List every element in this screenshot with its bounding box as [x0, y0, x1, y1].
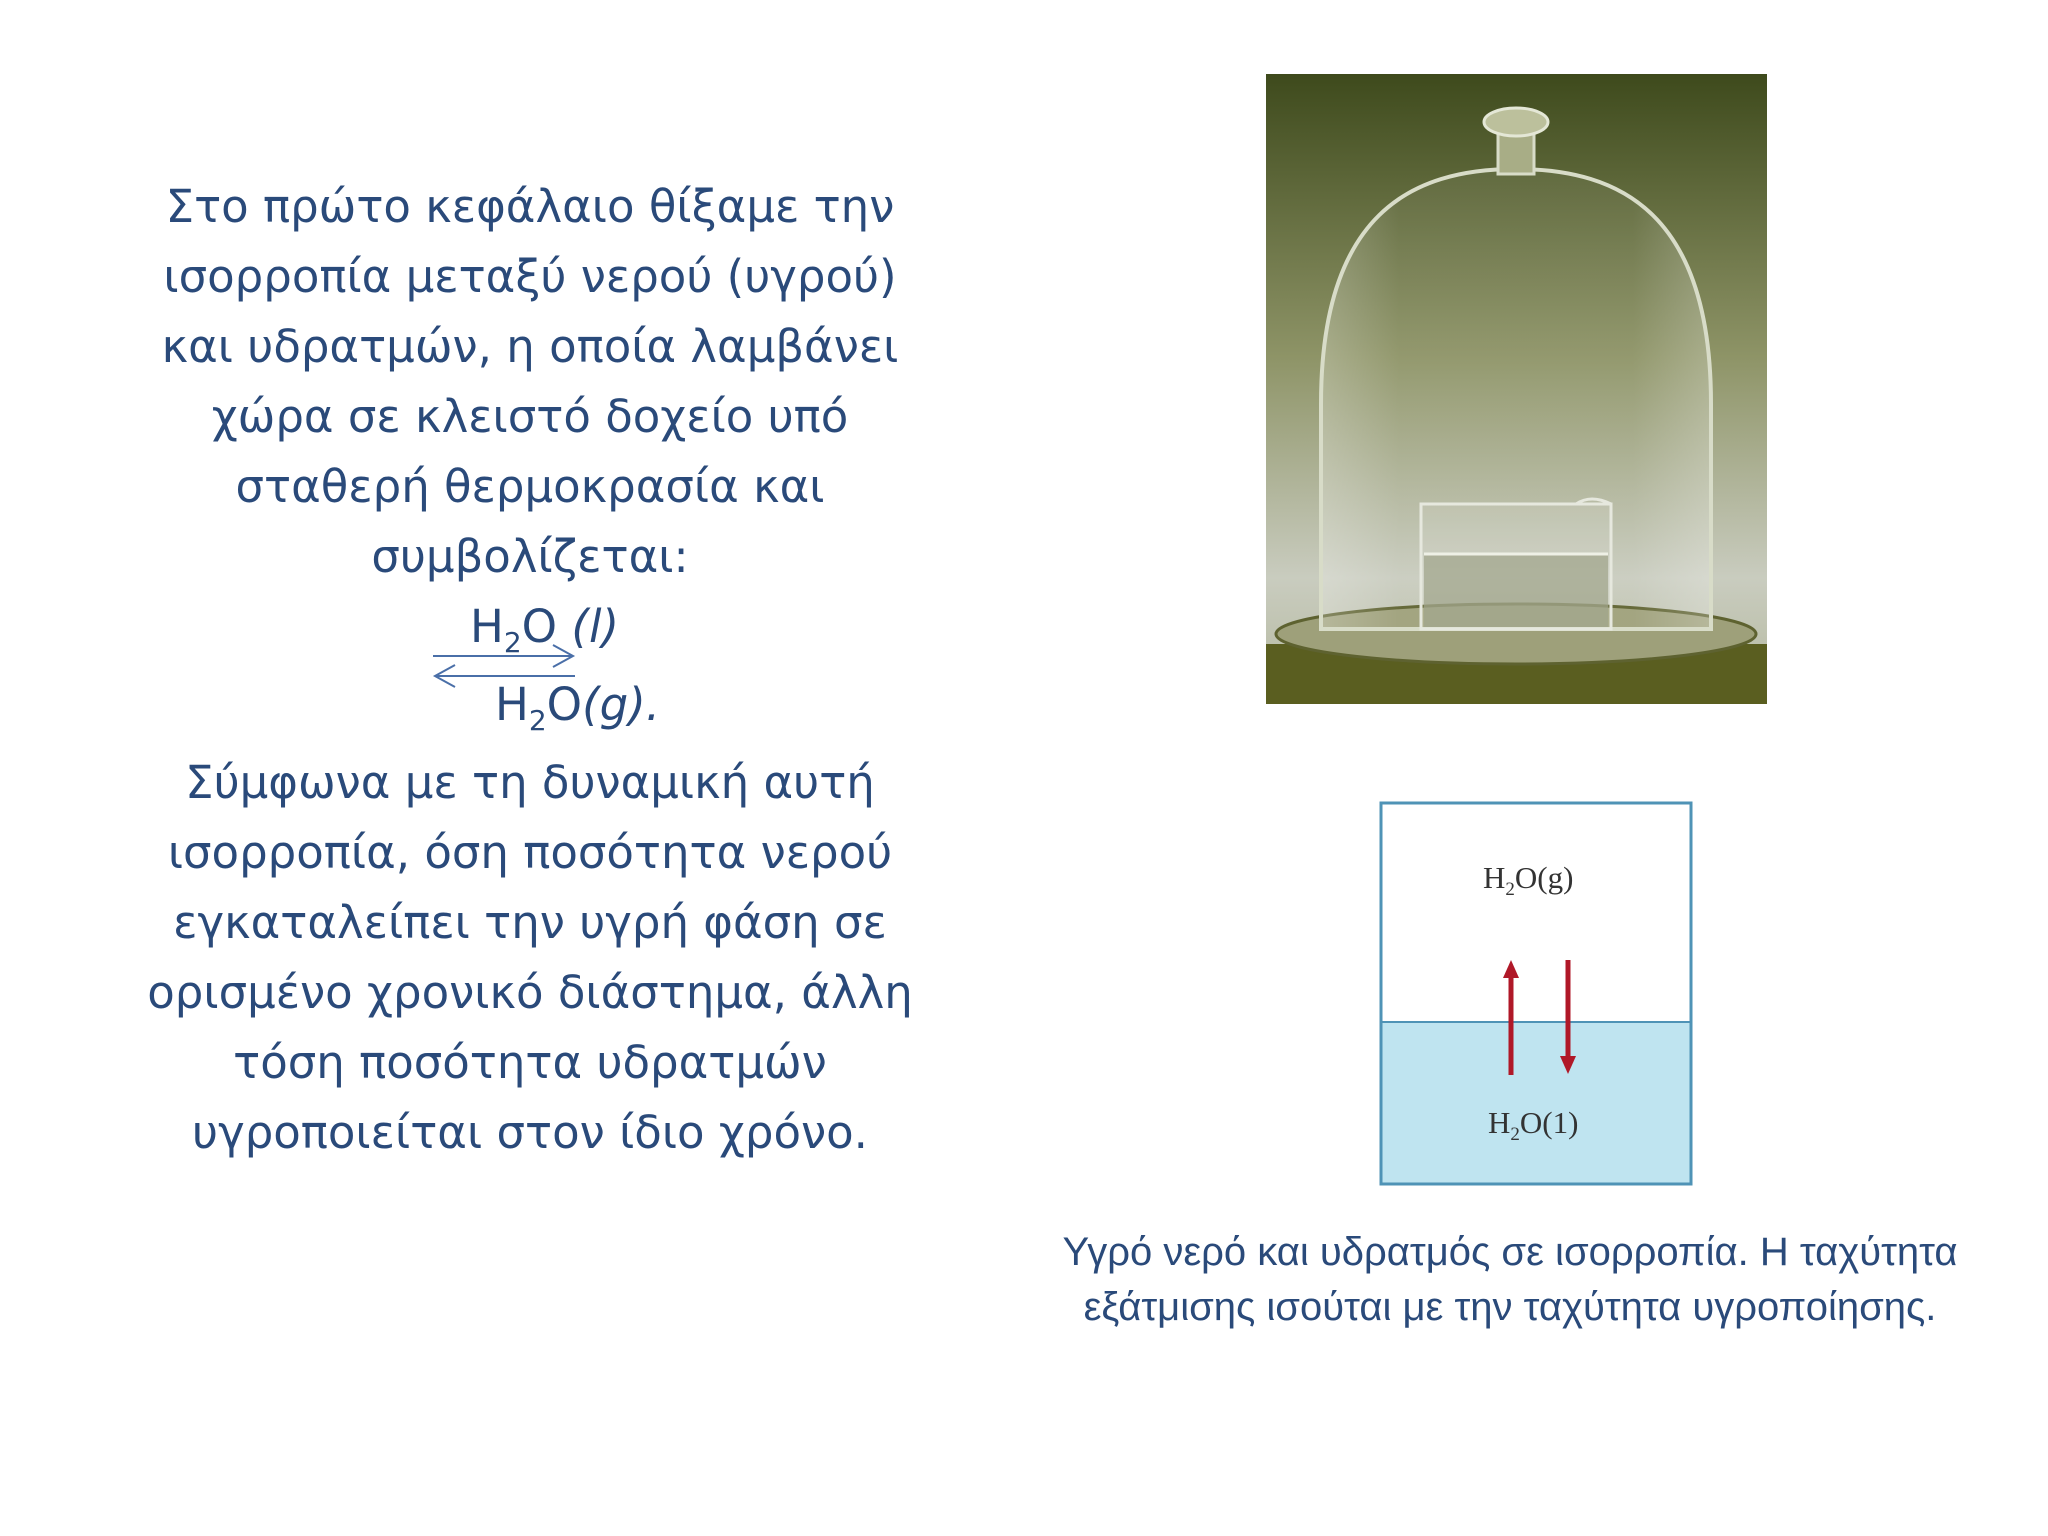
eq-liquid-state: (l)	[571, 600, 620, 653]
eq-liquid-rest: O	[521, 600, 558, 653]
gas-label: $H_2O(g)$	[1483, 860, 1574, 901]
figure-caption: Υγρό νερό και υδρατμός σε ισορροπία. Η ταχύτητα εξάτμισης ισούται με την ταχύτητα υγροποίησης.	[1062, 1230, 1958, 1329]
eq-liquid-base: H	[470, 600, 504, 653]
eq-gas-base: H	[495, 678, 529, 731]
paragraph-intro: Στο πρώτο κεφάλαιο θίξαμε την ισορροπία μεταξύ νερού (υγρού) και υδρατμών, η οποία λαμβάνει χώρα σε κλειστό δοχείο υπό σταθερή θερμοκρασία και συμβολίζεται:	[161, 180, 899, 583]
bell-jar-photo	[1266, 74, 1767, 704]
eq-liquid-subscript: 2	[503, 626, 522, 659]
equilibrium-diagram	[1378, 800, 1696, 1190]
equation-gas	[495, 678, 660, 737]
eq-gas-subscript: 2	[528, 704, 547, 737]
liquid-label: $H_2O(1)$	[1488, 1105, 1579, 1146]
paragraph-explanation: Σύμφωνα με τη δυναμική αυτή ισορροπία, όση ποσότητα νερού εγκαταλείπει την υγρή φάση σε ορισμένο χρονικό διάστημα, άλλη τόση ποσότητα υδρατμών υγροποιείται στον ίδιο χρόνο.	[147, 756, 913, 1159]
eq-gas-rest: O	[546, 678, 583, 731]
eq-gas-state: (g).	[582, 678, 661, 731]
